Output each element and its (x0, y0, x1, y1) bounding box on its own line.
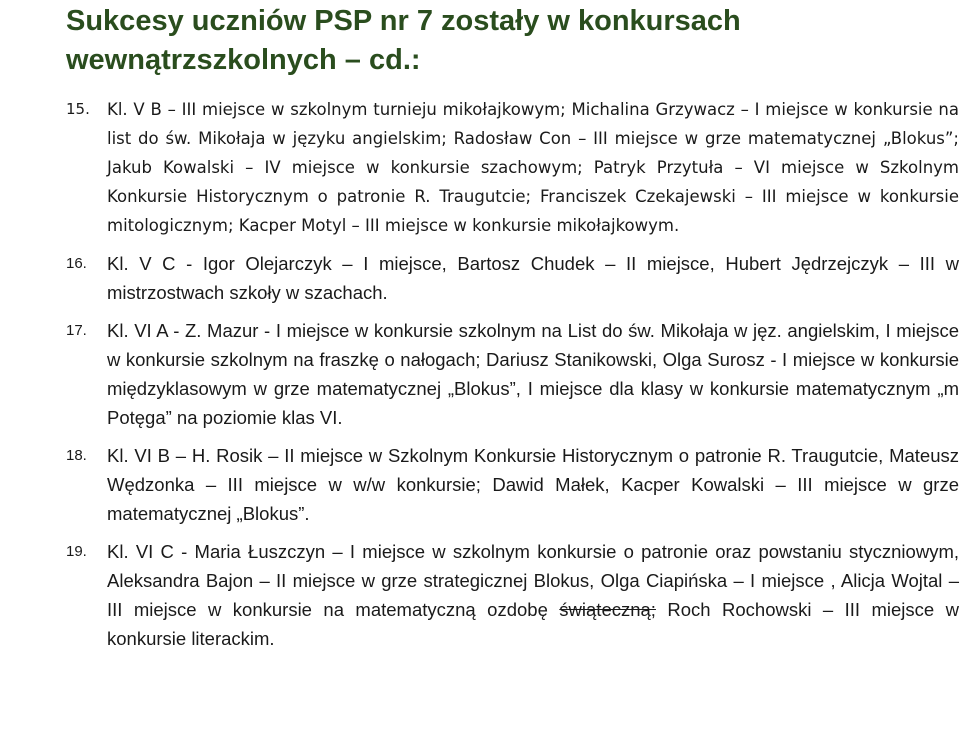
item-text-struck: świąteczną; (559, 599, 656, 620)
list-item (0, 95, 959, 240)
list-item (0, 316, 959, 432)
item-text: Kl. V B – III miejsce w szkolnym turnieju mikołajkowym; Michalina Grzywacz – I miejsce w konkursie na list do św. Mikołaja w języku angielskim; Radosław Con – III miejsce w grze matematycznej „Blokus”; Jakub Kowalski – IV miejsce w konkursie szachowym; Patryk Przytuła – VI miejsce w Szkolnym Konkursie Historycznym o patronie R. Traugutcie; Franciszek Czekajewski – III miejsce w konkursie mitologicznym; Kacper Motyl – III miejsce w konkursie mikołajkowym. (107, 100, 959, 235)
list-item (0, 441, 959, 528)
list-item (0, 249, 959, 307)
item-number: 16. (66, 255, 87, 272)
item-text: Kl. VI C - Maria Łuszczyn – I miejsce w szkolnym konkursie o patronie oraz powstaniu styczniowym, Aleksandra Bajon – II miejsce w grze strategicznej Blokus, Olga Ciapińska – I miejsce , Alicja Wojtal – III miejsce w konkursie na matematyczną ozdobę (107, 541, 959, 620)
achievements-list (0, 95, 960, 662)
item-number: 15. (66, 100, 90, 118)
item-text: Kl. VI A - Z. Mazur - I miejsce w konkursie szkolnym na List do św. Mikołaja w jęz. angielskim, I miejsce w konkursie szkolnym na fraszkę o nałogach; Dariusz Stanikowski, Olga Surosz - I miejsce w konkursie międzyklasowym w grze matematycznej „Blokus”, I miejsce dla klasy w konkursie matematycznym „m Potęga” na poziomie klas VI. (107, 320, 959, 428)
item-number: 19. (66, 543, 87, 560)
item-text-end: Roch Rochowski – III miejsce w konkursie literackim. (107, 599, 959, 649)
item-number: 18. (66, 447, 87, 464)
slide-title: Sukcesy uczniów PSP nr 7 zostały w konkursach wewnątrzszkolnych – cd.: (66, 5, 741, 76)
item-text: Kl. V C - Igor Olejarczyk – I miejsce, Bartosz Chudek – II miejsce, Hubert Jędrzejczyk – III w mistrzostwach szkoły w szachach. (107, 253, 959, 303)
item-text: Kl. VI B – H. Rosik – II miejsce w Szkolnym Konkursie Historycznym o patronie R. Traugutcie, Mateusz Wędzonka – III miejsce w w/w konkursie; Dawid Małek, Kacper Kowalski – III miejsce w grze matematycznej „Blokus”. (107, 445, 959, 524)
item-number: 17. (66, 322, 87, 339)
list-item (0, 537, 959, 653)
